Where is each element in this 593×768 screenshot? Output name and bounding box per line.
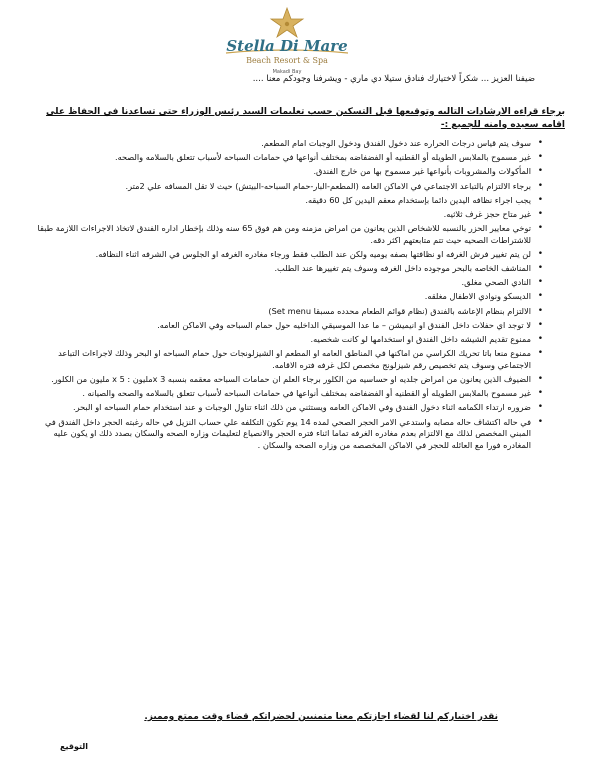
closing-message: نقدر اختياركم لنا لقضاء اجازتكم معنا متمنيين لحضراتكم قضاء وقت ممتع ومميز. xyxy=(144,712,498,722)
list-item: • الالتزام بنظام الإعاشه بالفندق (نظام قوائم الطعام محدده مسبقا Set menu) xyxy=(31,306,531,318)
greeting-line: ضيفنا العزيز ... شكراً لاختيارك فنادق ستيلا دي ماري - ويشرفنا وجودكم معنا .... xyxy=(252,74,535,84)
list-item: • غير مسموح بالملابس الطويله أو القطنيه أو الفضفاضه بمختلف أنواعها في حمامات السباحه لأسباب تتعلق بالسلامه والصحه. xyxy=(31,152,531,164)
list-item: • ممنوع تقديم الشيشه داخل الفندق او استخدامها لو كانت شخصيه. xyxy=(31,334,531,346)
logo-subtitle: Beach Resort & Spa xyxy=(246,56,328,65)
list-item: • يجب اجراء نظافه اليدين دائما بإستخدام معقم اليدين كل 60 دقيقه. xyxy=(31,195,531,207)
list-item: • ضروره ارتداء الكمامه اثناء دخول الفندق وفي الاماكن العامه ويستثني من ذلك اثناء تناول الوجبات و عند استخدام حمام السباحه او البحر. xyxy=(31,402,531,414)
logo-title: Stella Di Mare xyxy=(226,37,348,55)
list-item: • غير مسموح بالملابس الطويله أو القطنيه أو الفضفاضه بمختلف أنواعها في حمامات السباحه لأسباب تتعلق بالسلامه والصحه والصيانه . xyxy=(31,388,531,400)
list-item: • لا توجد اي حفلات داخل الفندق او انيميشن – ما عدا الموسيقي الداخليه حول حمام السباحه وفي الاماكن العامه. xyxy=(31,320,531,332)
list-item: • توخي معايير الحزر بالنسبه للاشخاص الذين يعانون من امراض مزمنه ومن هم فوق 65 سنه وذلك بإخطار اداره الفندق لاتخاذ الاجراءات اللازمة طبقا للاشتراطات الصحيه حيث تتم متابعتهم اكثر دقه. xyxy=(31,223,531,246)
list-item: • غير متاح حجز غرف ثلاثيه. xyxy=(31,209,531,221)
list-item: • في حاله اكتشاف حاله مصابه واستدعي الامر الحجر الصحي لمده 14 يوم تكون التكلفه علي حساب النزيل في حاله رغبته الحجر داخل الفندق في المبني المخصص لذلك مع الالتزام بعدم مغادره الغرفه تماما اثناء فتره الحجر والانصياع لتعليمات وزاره الصحه والسكان بصدد ذلك او يكون عليه المغادره فورا مع العائله للحجر في الاماكن المخصصه من وزاره الصحه والسكان . xyxy=(31,417,531,452)
list-item: • المناشف الخاصه بالبحر موجوده داخل الغرفه وسوف يتم تغييرها عند الطلب. xyxy=(31,263,531,275)
list-item: • المأكولات والمشروبات بأنواعها غير مسموح بها من خارج الفندق. xyxy=(31,166,531,178)
logo-location: Makadi Bay xyxy=(272,69,302,75)
signature-label: التوقيع xyxy=(60,742,88,751)
list-item: • النادي الصحي مغلق. xyxy=(31,277,531,289)
list-item: • لن يتم تغيير فرش الغرفه او نظافتها بصفه يوميه ولكن عند الطلب فقط ورجاء مغادره الغرفه او الجلوس في الشرفه اثناء النظافه. xyxy=(31,249,531,261)
list-item: • سوف يتم قياس درجات الحراره عند دخول الفندق ودخول الوجبات امام المطعم. xyxy=(31,138,531,150)
list-item: • الضيوف الذين يعانون من امراض جلديه او حساسيه من الكلور برجاء العلم ان حمامات السباحه معقمه بنسبه 3 xمليون : 5 x مليون من الكلور. xyxy=(31,374,531,386)
list-item: • الديسكو ونوادي الاطفال مغلقه. xyxy=(31,291,531,303)
list-item: • ممنوع منعا باتا تحريك الكراسي من اماكنها في المناطق العامه او المطعم او الشيزلونجات حول حمام السباحه او البحر وذلك لاجراءات التباعد الاجتماعي وسوف يتم تخصيص رقم شيزلونج مخصص لكل غرفه فتره الاقامه. xyxy=(31,348,531,371)
instructions-heading: برجاء قراءه الارشادات التاليه وتوقيعها قبل التسكين حسب تعليمات السيد رئيس الوزراء حتى تساعدنا في الحفاظ على اقامه سعيده وامنه للجميع :- xyxy=(46,107,565,130)
list-item: • برجاء الالتزام بالتباعد الاجتماعي في الاماكن العامه (المطعم-البار-حمام السباحه-البيتش) حيث لا تقل المسافه علي 2متر. xyxy=(31,181,531,193)
rules-list xyxy=(31,138,543,454)
